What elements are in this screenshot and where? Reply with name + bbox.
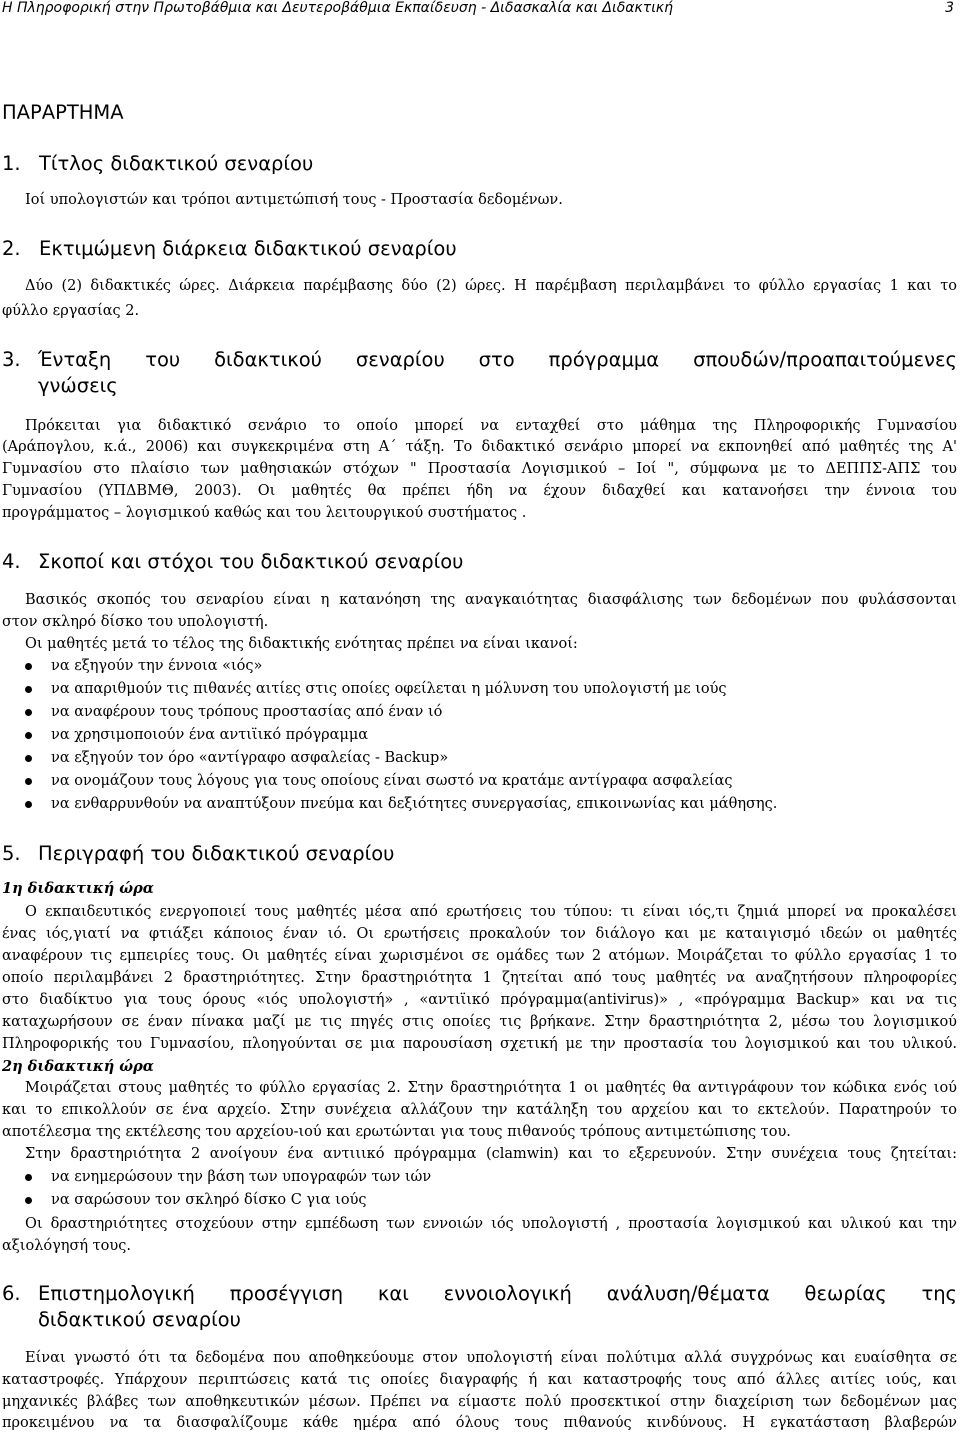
section-3-heading (2, 347, 957, 373)
section-3-line-3: Γυμνασίου στο πλαίσιο των μαθησιακών στόχων " Προστασία Λογισμικού – Ιοί ", σύμφωνα με το ΔΕΠΠΣ-ΑΠΣ του (2, 461, 957, 477)
bullet-icon (25, 778, 32, 785)
section-4-heading (2, 549, 463, 575)
section-1-number: 1. (2, 152, 21, 175)
list-item: να ενημερώσουν την βάση των υπογραφών των ιών (25, 1166, 431, 1189)
bullet-icon (25, 709, 32, 716)
section-3-line-2: (Αράπογλου, κ.ά., 2006) και συγκεκριμένα στη Α΄ τάξη. Το διδακτικό σενάριο μπορεί να εκπονηθεί από μαθητές της Α' (2, 439, 957, 455)
section-3-line-5: προγράμματος – λογισμικού καθώς και του λειτουργικού συστήματος . (2, 505, 527, 521)
section-4-line-3: Οι μαθητές μετά το τέλος της διδακτικής ενότητας πρέπει να είναι ικανοί: (25, 636, 578, 652)
hour-1-line-2: ένας ιός,γιατί να φτιάξει κάποιος έναν ιό. Οι ερωτήσεις προκαλούν τον διάλογο και με καταιγισμό ιδεών οι μαθητές (2, 926, 957, 942)
closing-line-2: αξιολόγησή τους. (2, 1238, 131, 1254)
section-3-line-4: Γυμνασίου (ΥΠΔΒΜΘ, 2003). Οι μαθητές θα πρέπει ήδη να έχουν διδαχθεί και κατανοήσει την έννοια του (2, 483, 957, 499)
section-5-number: 5. (2, 842, 21, 865)
section-5-title: Περιγραφή του διδακτικού σεναρίου (38, 842, 395, 865)
section-2-number: 2. (2, 237, 21, 260)
bullet-icon (25, 663, 32, 670)
bullet-icon (25, 732, 32, 739)
section-3-number: 3. (2, 348, 21, 371)
list-item: να χρησιμοποιούν ένα αντιϊικό πρόγραμμα (25, 724, 777, 747)
hour-2-line-4: Στην δραστηριότητα 2 ανοίγουν ένα αντιιικό πρόγραμμα (clamwin) και το εξερευνούν. Στην συνέχεια τους ζητείται: (25, 1146, 957, 1162)
page-number: 3 (945, 0, 954, 16)
header-title: Η Πληροφορική στην Πρωτοβάθμια και Δευτεροβάθμια Εκπαίδευση - Διδασκαλία και Διδακτική (2, 0, 674, 16)
hour-2-line-1: Μοιράζεται στους μαθητές το φύλλο εργασίας 2. Στην δραστηριότητα 1 οι μαθητές θα αντιγράφουν τον κώδικα ενός ιού (25, 1080, 957, 1096)
section-4-title: Σκοποί και στόχοι του διδακτικού σεναρίου (38, 550, 464, 573)
section-2-title: Εκτιμώμενη διάρκεια διδακτικού σεναρίου (39, 237, 457, 260)
running-header (2, 0, 954, 22)
section-1-text: Ιοί υπολογιστών και τρόποι αντιμετώπισή τους - Προστασία δεδομένων. (25, 192, 563, 208)
section-4-number: 4. (2, 550, 21, 573)
section-1-title: Τίτλος διδακτικού σεναρίου (39, 152, 314, 175)
closing-line-1: Οι δραστηριότητες στοχεύουν στην εμπέδωση των εννοιών ιός υπολογιστή , προστασία λογισμικού και υλικού και την (25, 1216, 957, 1232)
section-1-heading (2, 151, 313, 177)
bullet-icon (25, 1174, 32, 1181)
section-2-heading (2, 236, 457, 262)
objectives-list (25, 655, 777, 816)
section-6-title-line-2: διδακτικού σεναρίου (38, 1308, 241, 1331)
section-3-title-line-1: Ένταξη του διδακτικού σεναρίου στο πρόγραμμα σπουδών/προαπαιτούμενες (38, 348, 957, 371)
hour-2-line-2: και το επικολλούν σε ένα αρχείο. Στην συνέχεια αλλάζουν την κατάληξη του αρχείου και το εκτελούν. Παρατηρούν το (2, 1102, 957, 1118)
hour-1-line-3: αναφέρουν τις εμπειρίες τους. Οι μαθητές είναι χωρισμένοι σε ομάδες των 2 ατόμων. Μοιράζεται το φύλλο εργασίας 1 το (2, 948, 957, 964)
section-6-heading (2, 1281, 957, 1307)
hour-1-line-1: Ο εκπαιδευτικός ενεργοποιεί τους μαθητές μέσα από ερωτήσεις του τύπου: τι είναι ιός,τι ζημιά μπορεί να προκαλέσει (25, 904, 957, 920)
section-2-line-1: Δύο (2) διδακτικές ώρες. Διάρκεια παρέμβασης δύο (2) ώρες. Η παρέμβαση περιλαμβάνει το φύλλο εργασίας 1 και το (25, 278, 957, 294)
bullet-icon (25, 801, 32, 808)
section-6-line-2: καταστροφές. Υπάρχουν περιπτώσεις κατά τις οποίες διαγραφής ή και καταστροφής τους από άλλες αιτίες ιούς, και (2, 1372, 957, 1388)
hour-2-tasks-list (25, 1166, 431, 1212)
section-6-title-line-1: Επιστημολογική προσέγγιση και εννοιολογική ανάλυση/θέματα θεωρίας της (38, 1282, 957, 1305)
list-item: να απαριθμούν τις πιθανές αιτίες στις οποίες οφείλεται η μόλυνση του υπολογιστή με ιούς (25, 678, 777, 701)
list-item: να ονομάζουν τους λόγους για τους οποίους είναι σωστό να κρατάμε αντίγραφα ασφαλείας (25, 770, 777, 793)
hour-1-line-6: καταχωρήσουν σε έναν πίνακα μαζί με τις πηγές στις οποίες τις βρήκανε. Στην δραστηριότητα 2, μέσω του λογισμικού (2, 1014, 957, 1030)
hour-2-label: 2η διδακτική ώρα (2, 1058, 154, 1075)
section-5-heading (2, 841, 394, 867)
hour-1-label: 1η διδακτική ώρα (2, 880, 154, 897)
hour-1-line-4: οποίο περιλαμβάνει 2 δραστηριότητες. Στην δραστηριότητα 1 ζητείται από τους μαθητές να αναζητήσουν πληροφορίες (2, 970, 957, 986)
hour-2-line-3: αποτέλεσμα της εκτέλεσης του αρχείου-ιού και ερωτώνται για τους πιθανούς τρόπους αντιμετώπισης του. (2, 1124, 791, 1140)
list-item: να εξηγούν τον όρο «αντίγραφο ασφαλείας - Backup» (25, 747, 777, 770)
list-item: να εξηγούν την έννοια «ιός» (25, 655, 777, 678)
list-item: να αναφέρουν τους τρόπους προστασίας από έναν ιό (25, 701, 777, 724)
bullet-icon (25, 686, 32, 693)
section-6-number: 6. (2, 1282, 21, 1305)
section-2-line-2: φύλλο εργασίας 2. (2, 303, 140, 319)
bullet-icon (25, 755, 32, 762)
section-3-title-line-2: γνώσεις (38, 374, 118, 397)
section-4-line-1: Βασικός σκοπός του σεναρίου είναι η κατανόηση της αναγκαιότητας διασφάλισης των δεδομένων που φυλάσσονται (25, 592, 957, 608)
section-6-line-1: Είναι γνωστό ότι τα δεδομένα που αποθηκεύουμε στον υπολογιστή είναι πολύτιμα αλλά συγχρόνως και ευαίσθητα σε (25, 1350, 957, 1366)
list-item: να σαρώσουν τον σκληρό δίσκο C για ιούς (25, 1189, 431, 1212)
section-6-line-4: προκειμένου να τα διασφαλίζουμε κάθε ημέρα από όλους τους πιθανούς κινδύνους. Η εγκατάσταση βλαβερών (2, 1415, 957, 1431)
section-3-line-1: Πρόκειται για διδακτικό σενάριο το οποίο μπορεί να ενταχθεί στο μάθημα της Πληροφορικής Γυμνασίου (25, 418, 957, 434)
list-item: να ενθαρρυνθούν να αναπτύξουν πνεύμα και δεξιότητες συνεργασίας, επικοινωνίας και μάθησης. (25, 793, 777, 816)
hour-1-line-7: Πληροφορικής του Γυμνασίου, πλοηγούνται σε μια παρουσίαση σχετική με την προστασία του λογισμικού και του υλικού. (2, 1036, 957, 1052)
bullet-icon (25, 1197, 32, 1204)
section-6-line-3: μηχανικές βλάβες των αποθηκευτικών μέσων. Πρέπει να είμαστε πολύ προσεκτικοί στην διαχείριση των δεδομένων μας (2, 1394, 957, 1410)
appendix-title: ΠΑΡΑΡΤΗΜΑ (2, 101, 124, 124)
section-4-line-2: στον σκληρό δίσκο του υπολογιστή. (2, 614, 269, 630)
hour-1-line-5: στο διαδίκτυο για τους όρους «ιός υπολογιστή» , «αντιϊικό πρόγραμμα(antivirus)» , «πρόγραμμα Backup» και να τις (2, 992, 957, 1008)
